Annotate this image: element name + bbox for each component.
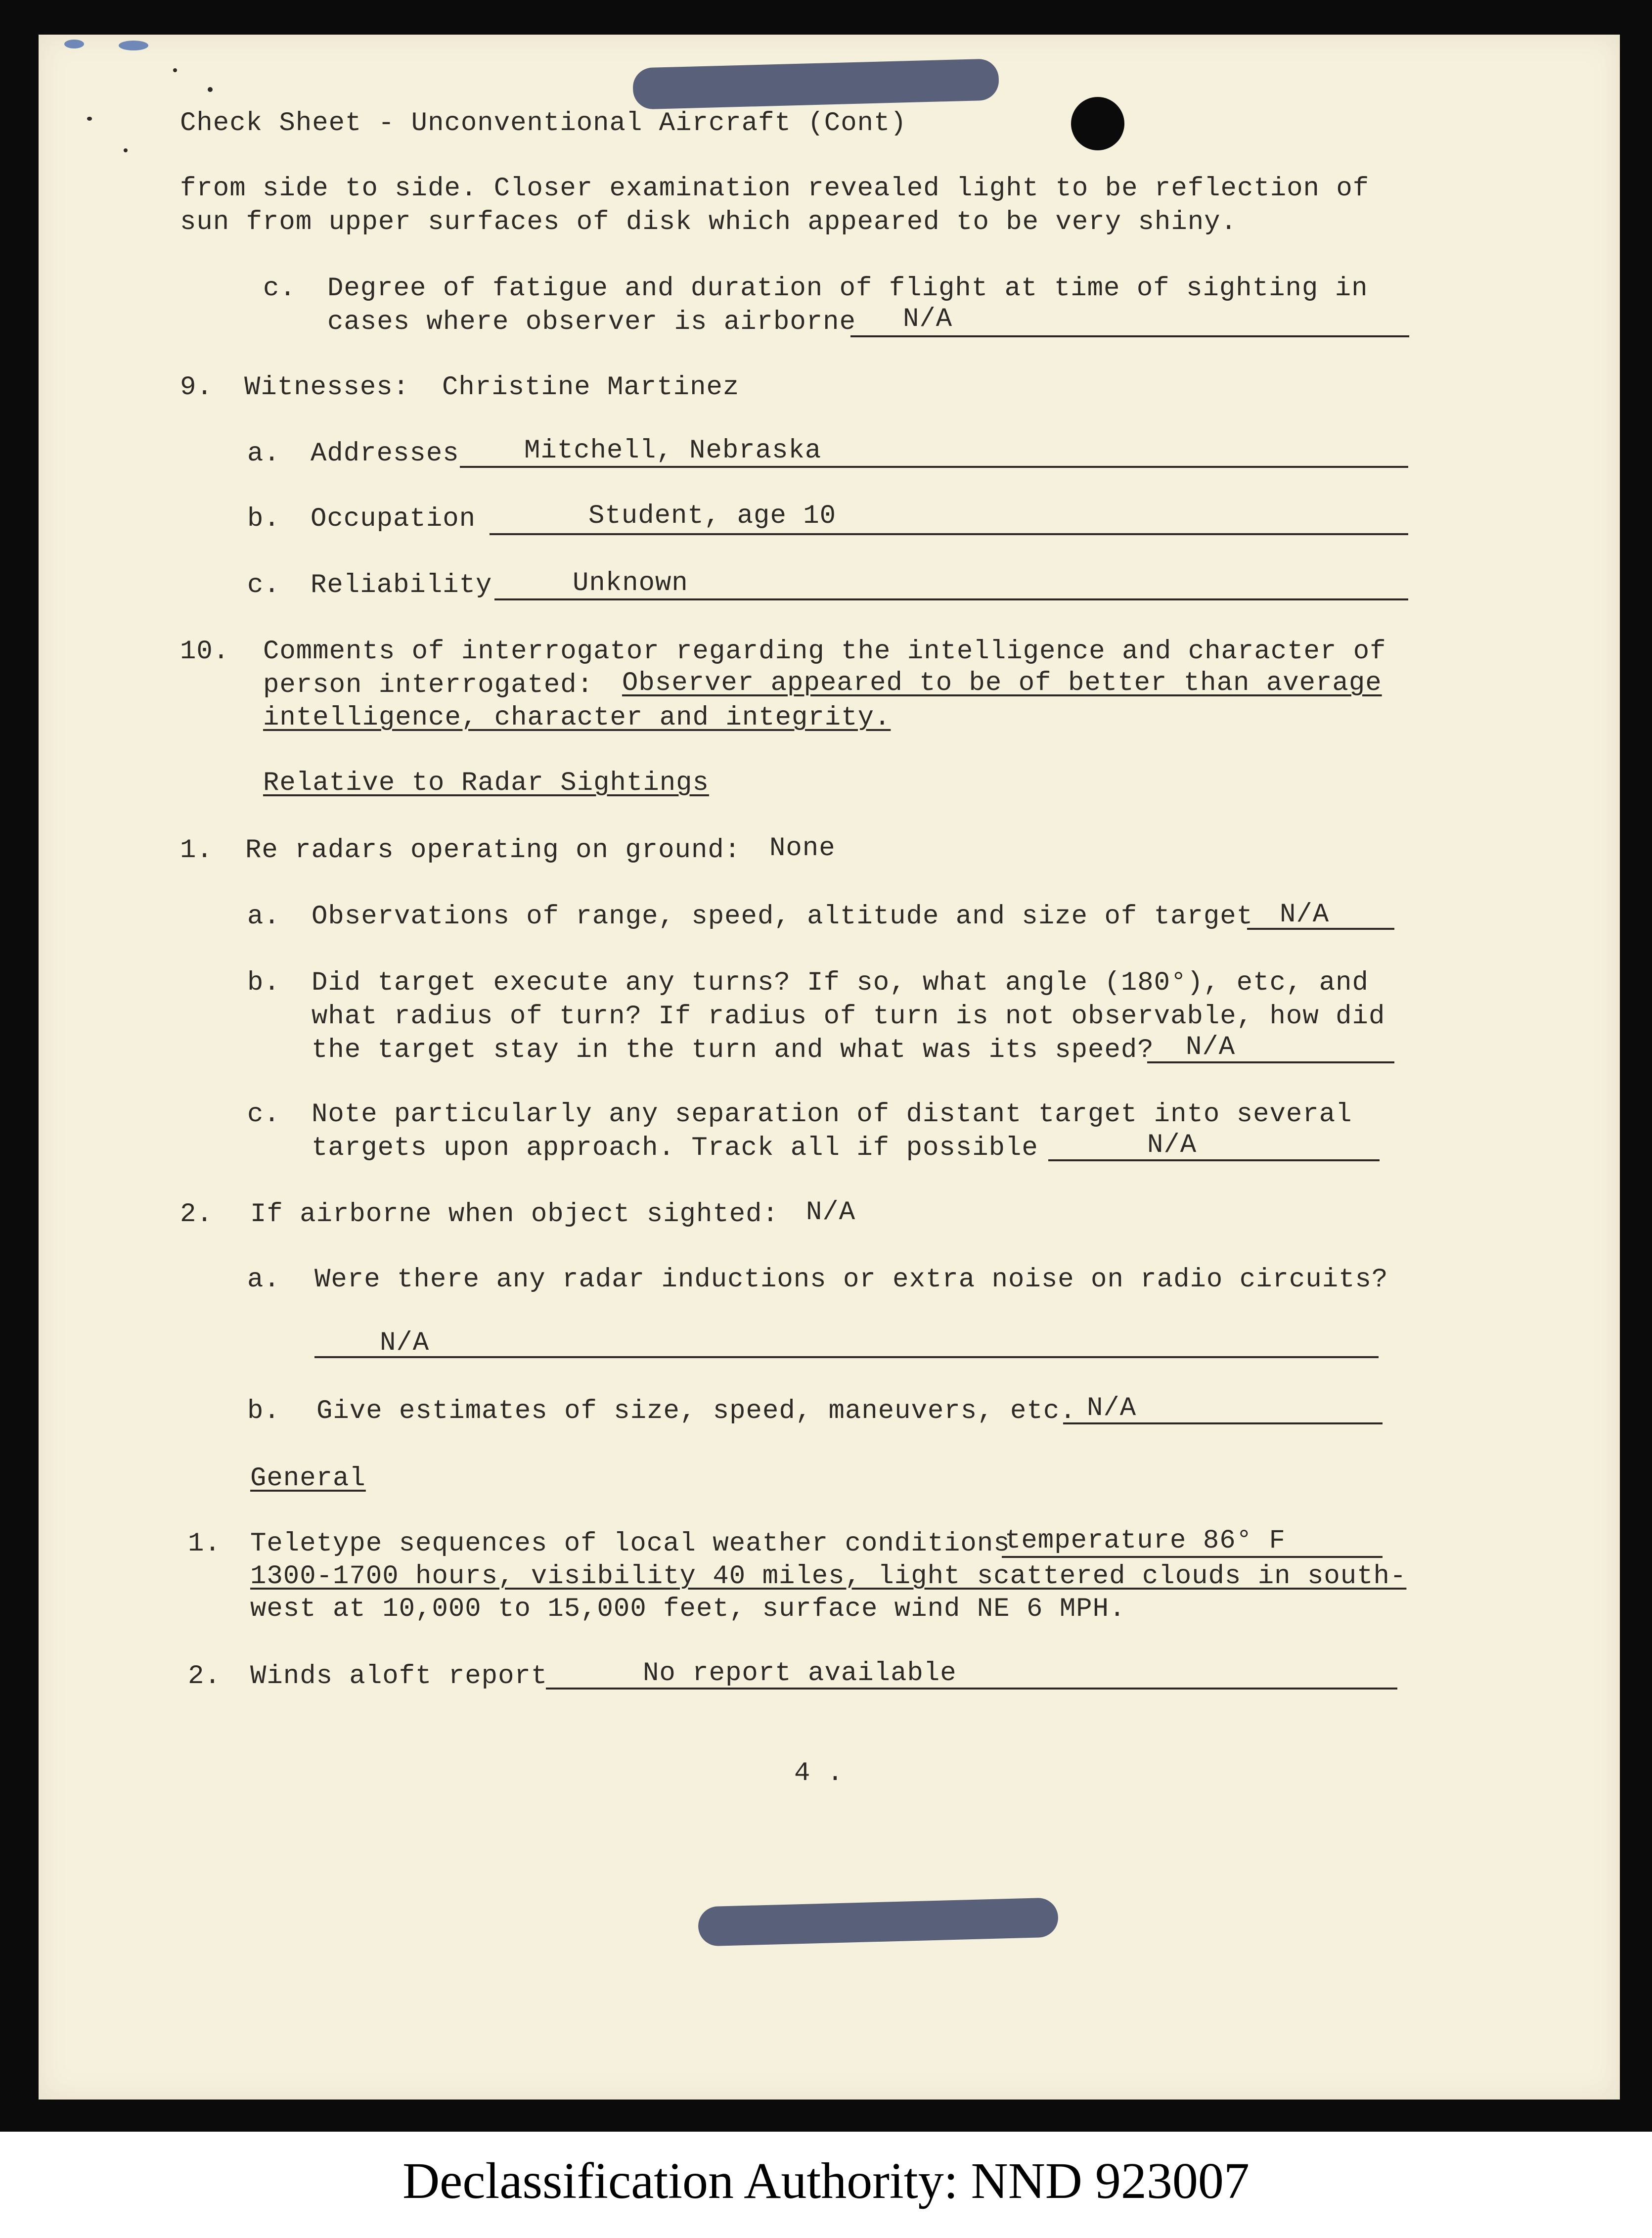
- radar-item-2a-text: Were there any radar inductions or extra noise on radio circuits?: [314, 1265, 1388, 1295]
- reliability-label: c.: [247, 570, 280, 600]
- ink-speck: [87, 117, 92, 121]
- occupation-text: Occupation: [311, 504, 476, 534]
- radar-item-1c-line-1: Note particularly any separation of distant target into several: [312, 1099, 1352, 1130]
- answer-line: [490, 533, 1408, 535]
- radar-item-1-value: None: [769, 833, 836, 864]
- radar-item-2-number: 2.: [180, 1199, 213, 1230]
- address-value: Mitchell, Nebraska: [524, 436, 822, 466]
- radar-item-2b-label: b.: [247, 1396, 280, 1426]
- radar-item-2b-value: N/A: [1087, 1393, 1137, 1423]
- radar-item-1c-label: c.: [247, 1099, 280, 1130]
- radar-item-1b-line-1: Did target execute any turns? If so, what angle (180°), etc, and: [312, 968, 1369, 998]
- reliability-text: Reliability: [311, 570, 492, 600]
- ink-speck: [119, 41, 148, 50]
- witness-name: Christine Martinez: [442, 372, 740, 403]
- answer-line: [1147, 1061, 1394, 1063]
- general-item-1-line-2: 1300-1700 hours, visibility 40 miles, light scattered clouds in south-: [250, 1561, 1407, 1592]
- radar-item-1b-value: N/A: [1186, 1032, 1236, 1062]
- ink-speck: [208, 87, 213, 92]
- intro-line-2: sun from upper surfaces of disk which appeared to be very shiny.: [180, 207, 1237, 237]
- radar-item-1-number: 1.: [180, 835, 213, 866]
- item-c-label: c.: [263, 274, 296, 304]
- radar-heading: Relative to Radar Sightings: [263, 768, 709, 798]
- radar-item-1b-label: b.: [247, 968, 280, 998]
- address-text: Addresses: [311, 439, 459, 469]
- comments-answer-line-2: Observer appeared to be of better than average: [622, 668, 1382, 698]
- item-c-value: N/A: [903, 304, 953, 334]
- item-c-line-1: Degree of fatigue and duration of flight at time of sighting in: [327, 274, 1368, 304]
- document-page: [39, 35, 1620, 2100]
- general-item-2-value: No report available: [643, 1658, 957, 1689]
- comments-answer-line-3: intelligence, character and integrity.: [263, 703, 891, 733]
- radar-item-2a-value: N/A: [380, 1328, 430, 1358]
- answer-line: [460, 466, 1408, 468]
- page-header: Check Sheet - Unconventional Aircraft (Cont): [180, 108, 907, 138]
- comments-line-1: Comments of interrogator regarding the intelligence and character of: [263, 637, 1386, 667]
- witnesses-number: 9.: [180, 372, 213, 403]
- radar-item-2a-label: a.: [247, 1265, 280, 1295]
- page-number: 4 .: [794, 1758, 844, 1788]
- general-item-2-number: 2.: [188, 1661, 221, 1691]
- reliability-value: Unknown: [573, 568, 688, 598]
- occupation-label: b.: [247, 504, 280, 534]
- witnesses-label: Witnesses:: [244, 372, 410, 403]
- general-item-1-line-3: west at 10,000 to 15,000 feet, surface wind NE 6 MPH.: [250, 1594, 1126, 1624]
- answer-line: [850, 335, 1409, 337]
- radar-item-1b-line-2: what radius of turn? If radius of turn is not observable, how did: [312, 1002, 1385, 1032]
- radar-item-1c-line-2: targets upon approach. Track all if possible: [312, 1133, 1038, 1163]
- radar-item-1a-label: a.: [247, 902, 280, 932]
- answer-line: [314, 1356, 1379, 1358]
- answer-line: [1063, 1422, 1383, 1424]
- occupation-value: Student, age 10: [588, 501, 837, 531]
- general-item-2-text: Winds aloft report: [250, 1661, 548, 1691]
- comments-line-2-prefix: person interrogated:: [263, 670, 594, 700]
- answer-line: [1048, 1159, 1380, 1161]
- answer-line: [546, 1688, 1397, 1690]
- punch-hole: [1071, 97, 1124, 150]
- answer-line: [1247, 928, 1394, 930]
- radar-item-1-text: Re radars operating on ground:: [245, 835, 741, 866]
- intro-line-1: from side to side. Closer examination revealed light to be reflection of: [180, 174, 1370, 204]
- general-heading: General: [250, 1463, 366, 1494]
- ink-speck: [124, 148, 128, 152]
- general-item-1-value: temperature 86° F: [1005, 1526, 1286, 1556]
- radar-item-1a-value: N/A: [1280, 900, 1330, 930]
- answer-line: [494, 598, 1408, 600]
- radar-item-2-value: N/A: [806, 1197, 856, 1228]
- item-c-line-2: cases where observer is airborne: [327, 307, 856, 337]
- radar-item-1c-value: N/A: [1147, 1130, 1197, 1160]
- radar-item-1b-line-3: the target stay in the turn and what was its speed?: [312, 1035, 1154, 1065]
- general-item-1-number: 1.: [188, 1529, 221, 1559]
- radar-item-1a-text: Observations of range, speed, altitude and size of target: [312, 902, 1253, 932]
- ink-speck: [64, 40, 84, 48]
- declassification-footer: Declassification Authority: NND 923007: [402, 2152, 1250, 2209]
- radar-item-2b-text: Give estimates of size, speed, maneuvers, etc.: [316, 1396, 1076, 1426]
- ink-speck: [173, 68, 177, 72]
- general-item-1-text: Teletype sequences of local weather conditions: [250, 1529, 1010, 1559]
- address-label: a.: [247, 439, 280, 469]
- answer-line: [1002, 1556, 1383, 1558]
- comments-number: 10.: [180, 637, 230, 667]
- radar-item-2-text: If airborne when object sighted:: [250, 1199, 779, 1230]
